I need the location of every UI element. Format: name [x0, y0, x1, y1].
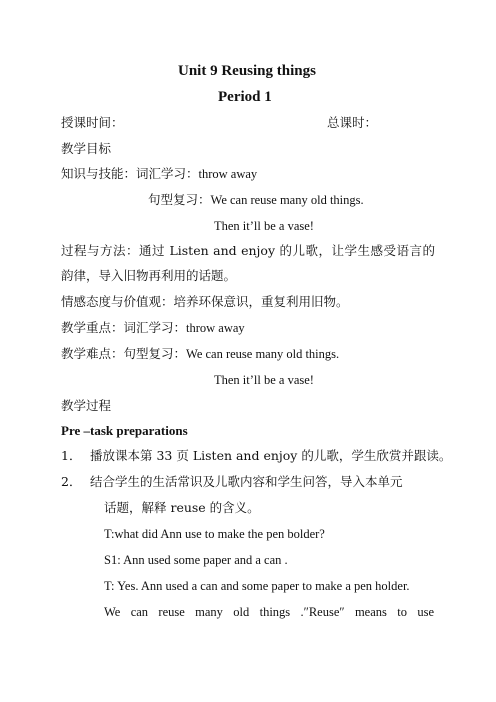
pattern-sentence-1: We can reuse many old things. [210, 193, 364, 207]
difficult-points-value-2: Then it’ll be a vase! [214, 373, 314, 387]
difficult-points-line [61, 346, 339, 362]
process-method-line-2: 韵律，导入旧物再利用的话题。 [61, 268, 237, 283]
dialogue-teacher-1: T:what did Ann use to make the pen bolder? [104, 527, 325, 541]
key-points-value: throw away [186, 321, 245, 335]
dialogue-student-1: S1: Ann used some paper and a can . [104, 553, 288, 567]
process-method-line-1: 过程与方法：通过 Listen and enjoy 的儿歌，让学生感受语言的 [61, 243, 435, 258]
dialogue-teacher-2-line-2: We can reuse many old things .″Reuse″ means to use [104, 605, 434, 619]
objectives-heading: 教学目标 [61, 141, 112, 156]
process-heading: 教学过程 [61, 398, 112, 413]
difficult-points-value-1: We can reuse many old things. [186, 347, 340, 361]
step-2-text-1: 结合学生的生活常识及儿歌内容和学生问答，导入本单元 [90, 474, 403, 489]
pre-task-heading: Pre –task preparations [61, 423, 188, 438]
dialogue-teacher-2-line-1: T: Yes. Ann used a can and some paper to make a pen holder. [104, 579, 410, 593]
unit-title: Unit 9 Reusing things [178, 63, 316, 79]
key-points-line [61, 320, 245, 336]
pattern-line [148, 192, 364, 208]
pattern-sentence-2: Then it’ll be a vase! [214, 219, 314, 233]
total-periods-label: 总课时： [327, 115, 378, 130]
key-points-prefix: 教学重点：词汇学习： [61, 320, 187, 335]
step-1-number: 1． [61, 448, 82, 463]
attitude-line: 情感态度与价值观：培养环保意识，重复利用旧物。 [61, 294, 349, 309]
knowledge-vocab: throw away [198, 167, 258, 181]
step-1-text: 播放课本第 33 页 Listen and enjoy 的儿歌，学生欣赏并跟读。 [90, 448, 452, 463]
knowledge-line [61, 166, 257, 182]
difficult-points-prefix: 教学难点：句型复习： [61, 346, 187, 361]
step-2-number: 2． [61, 474, 82, 489]
knowledge-prefix: 知识与技能：词汇学习： [61, 166, 199, 181]
teaching-time-label: 授课时间： [61, 115, 124, 130]
period-title: Period 1 [218, 89, 272, 105]
step-2-text-2: 话题，解释 reuse 的含义。 [104, 500, 260, 515]
pattern-label: 句型复习： [148, 192, 211, 207]
